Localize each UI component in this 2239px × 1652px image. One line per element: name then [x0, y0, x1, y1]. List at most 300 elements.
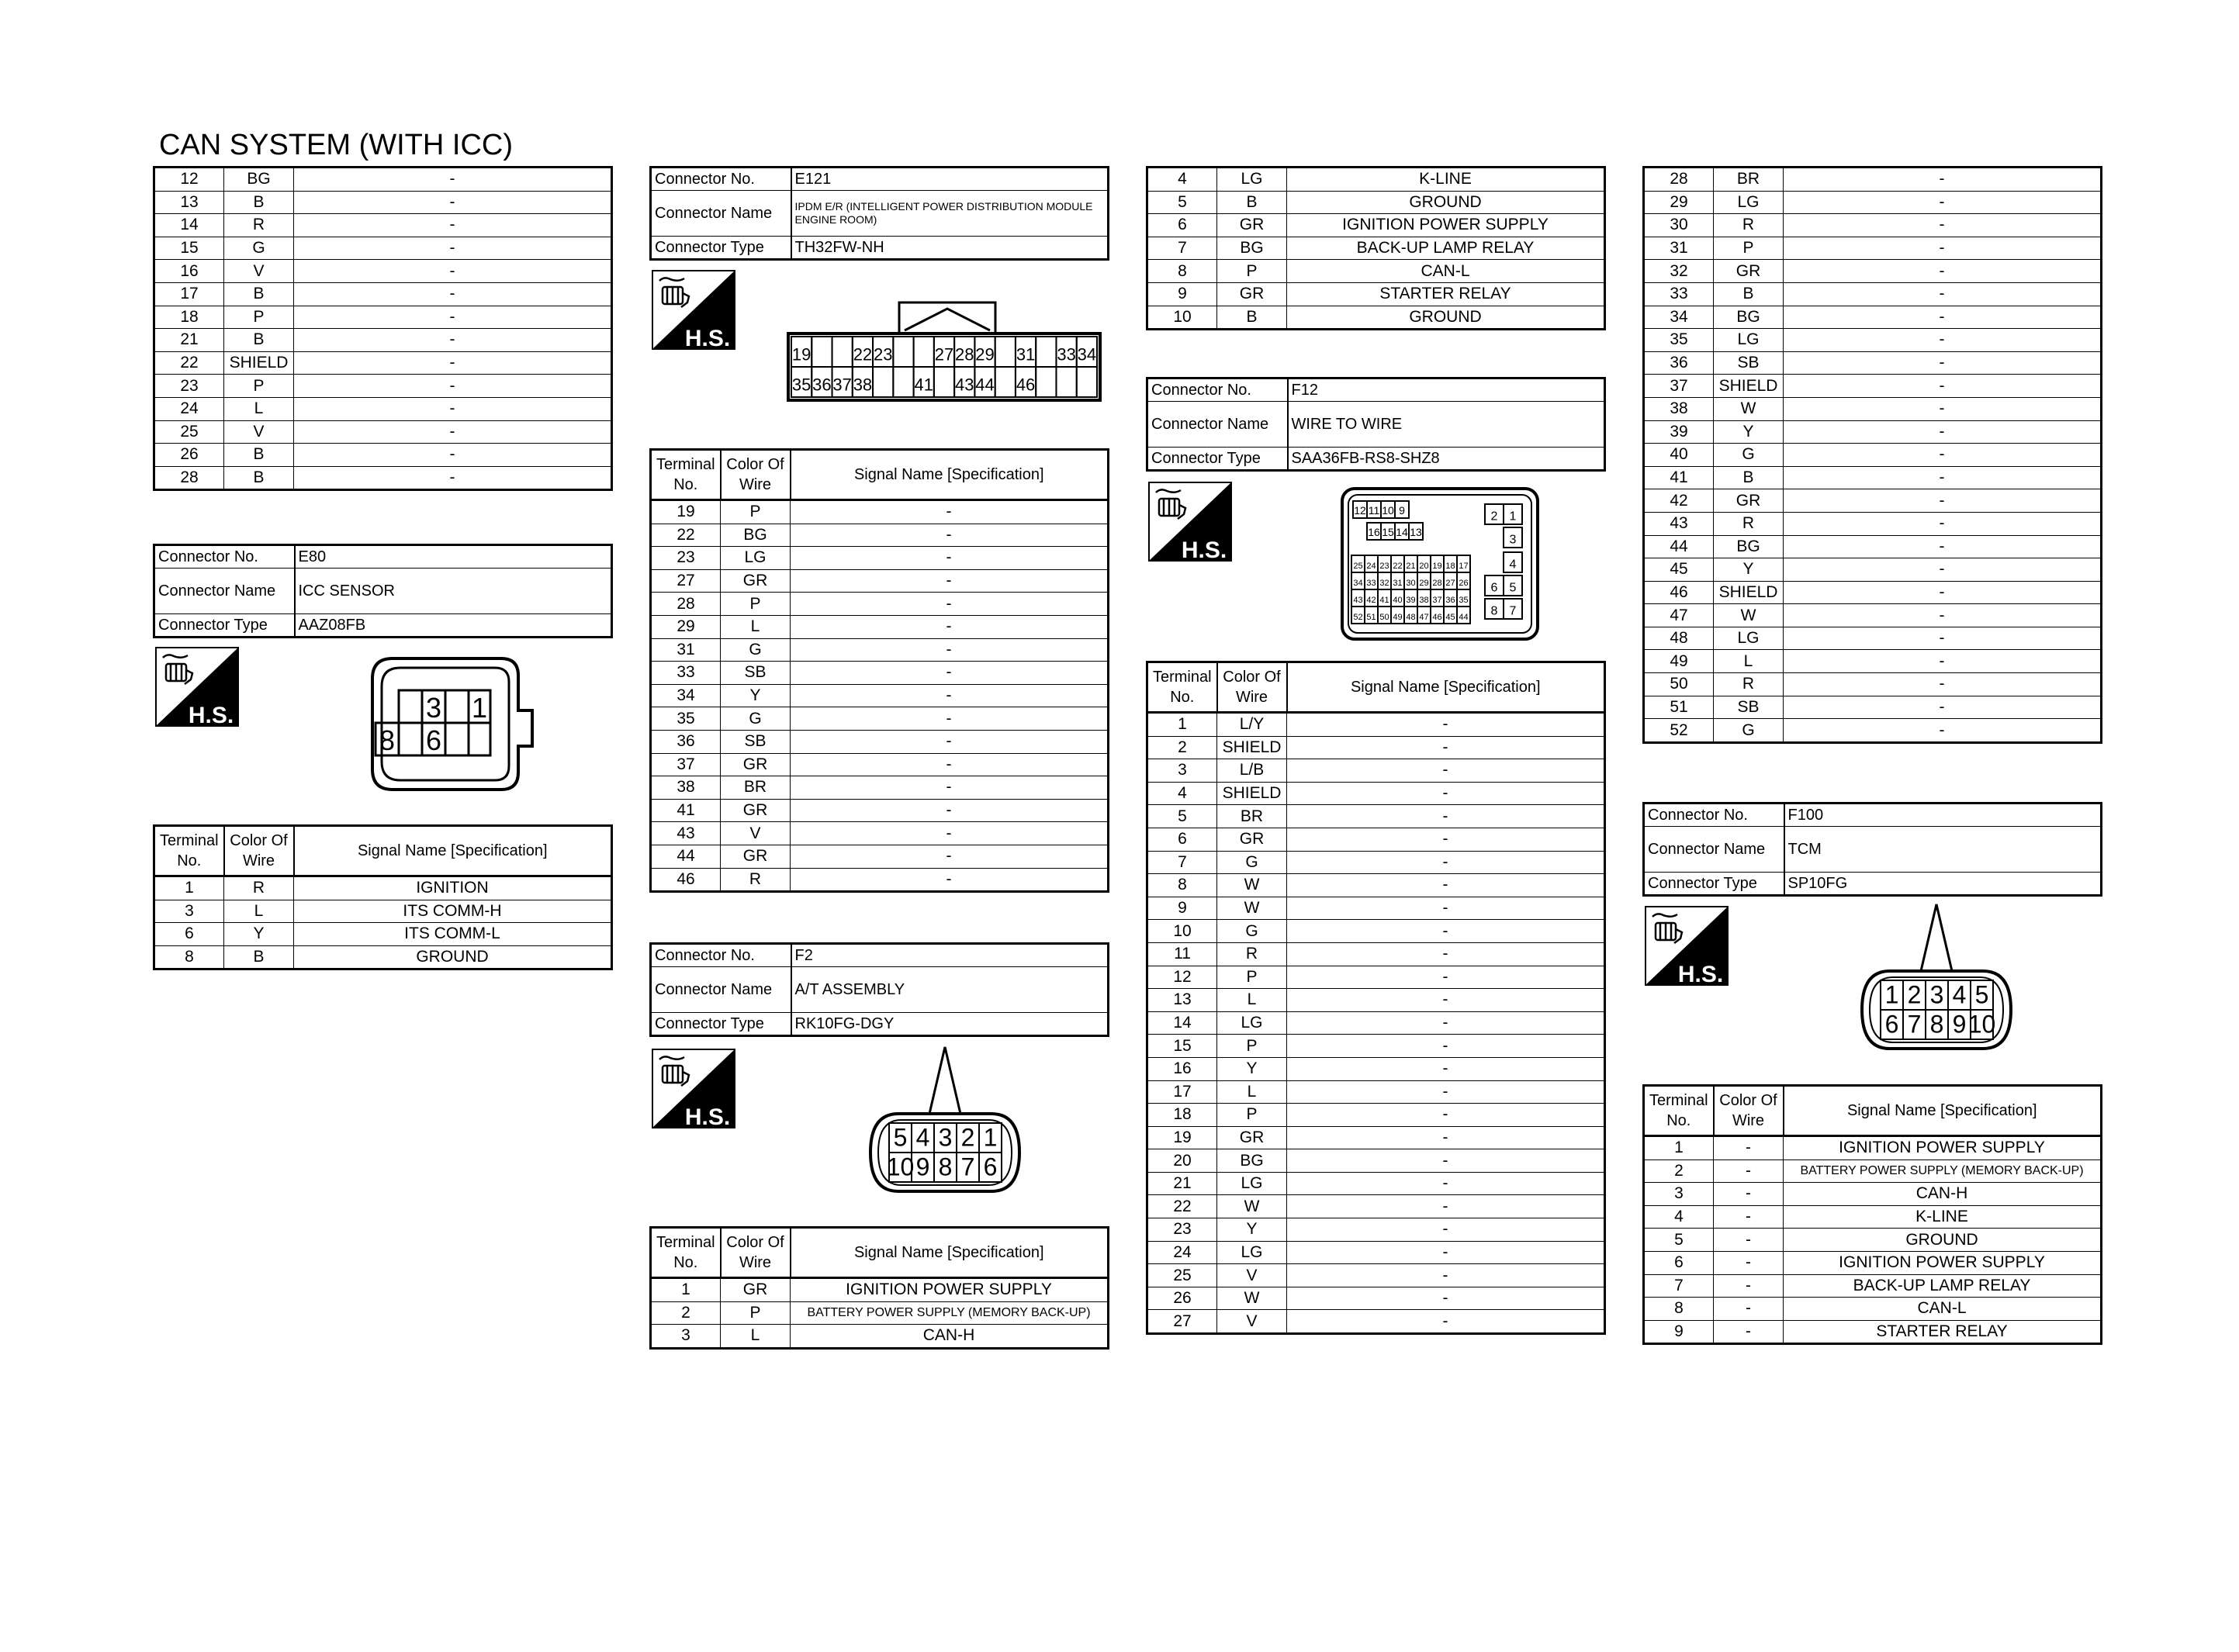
wire-color-cell: Y: [1714, 558, 1784, 582]
terminal-cell: 38: [1644, 397, 1714, 420]
terminal-cell: 8: [1147, 874, 1217, 897]
wire-color-cell: Y: [224, 923, 294, 946]
wire-color-cell: L/B: [1217, 759, 1287, 783]
pin-label: 28: [955, 344, 974, 365]
wire-color-cell: B: [224, 444, 294, 467]
pin-label: 9: [915, 1153, 930, 1181]
table-row: [1644, 719, 2102, 743]
wire-color-cell: BG: [721, 524, 791, 547]
table-row: [651, 776, 1109, 800]
wire-color-cell: B: [1217, 191, 1287, 214]
table-row: [1644, 512, 2102, 535]
table-row: [651, 845, 1109, 868]
connector-name-value: IPDM E/R (INTELLIGENT POWER DISTRIBUTION MODULE ENGINE ROOM): [791, 191, 1109, 237]
wire-color-cell: BR: [1217, 805, 1287, 828]
table-row: [154, 329, 612, 352]
wire-color-cell: L: [1217, 1080, 1287, 1104]
terminal-header: Terminal No.: [1147, 662, 1217, 713]
table-row: [651, 547, 1109, 570]
table-row: [1147, 1104, 1605, 1127]
wire-color-cell: GR: [721, 845, 791, 868]
pin-label: 33: [1057, 344, 1076, 365]
terminal-cell: 51: [1644, 696, 1714, 719]
table-row: [154, 168, 612, 192]
wire-color-cell: SHIELD: [1714, 581, 1784, 604]
wire-color-cell: BR: [721, 776, 791, 800]
pin-label: 17: [1459, 562, 1469, 572]
terminal-cell: 39: [1644, 420, 1714, 444]
table-row: [1644, 306, 2102, 329]
terminal-cell: 30: [1644, 214, 1714, 237]
terminal-cell: 11: [1147, 942, 1217, 966]
pin-label: 6: [1490, 581, 1498, 595]
terminal-cell: 3: [1644, 1183, 1714, 1206]
pin-label: 8: [1929, 1010, 1944, 1039]
signal-cell: -: [294, 191, 612, 214]
color-header: Color Of Wire: [721, 450, 791, 500]
table-row: [651, 868, 1109, 892]
connector-continuation-table: [1146, 166, 1606, 330]
terminal-cell: 10: [1147, 920, 1217, 943]
terminal-cell: 4: [1147, 168, 1217, 192]
wire-color-cell: P: [1217, 1035, 1287, 1058]
harness-side-icon: [155, 647, 239, 727]
pin-label: 10: [886, 1153, 915, 1181]
terminal-cell: 23: [154, 375, 224, 398]
wire-color-cell: G: [1217, 851, 1287, 874]
terminal-cell: 13: [154, 191, 224, 214]
table-row: [1147, 282, 1605, 306]
pin-label: 8: [938, 1153, 953, 1181]
terminal-cell: 10: [1147, 306, 1217, 330]
signal-cell: IGNITION POWER SUPPLY: [791, 1278, 1109, 1302]
table-row: [1644, 329, 2102, 352]
signal-cell: -: [1287, 713, 1605, 737]
table-row: [1644, 1274, 2102, 1298]
pin-label: 3: [1509, 533, 1517, 547]
pin-label: 1: [1509, 510, 1517, 524]
table-row: [1644, 260, 2102, 283]
connector-info-e121: [649, 166, 1109, 261]
connector-type-label: Connector Type: [1644, 873, 1784, 896]
wire-color-cell: B: [224, 945, 294, 969]
signal-cell: CAN-L: [1784, 1298, 2102, 1321]
terminal-cell: 18: [1147, 1104, 1217, 1127]
pin-label: 7: [1907, 1010, 1922, 1039]
signal-cell: -: [1287, 782, 1605, 805]
terminal-cell: 20: [1147, 1149, 1217, 1173]
table-row: [1147, 782, 1605, 805]
pin-label: 31: [1393, 579, 1403, 589]
pin-label: 6: [425, 724, 442, 756]
wire-color-cell: GR: [1714, 489, 1784, 513]
terminal-cell: 5: [1147, 805, 1217, 828]
terminal-cell: 8: [1147, 260, 1217, 283]
signal-cell: -: [294, 306, 612, 329]
signal-cell: -: [1784, 351, 2102, 375]
pin-label: 44: [975, 375, 995, 395]
pin-label: 19: [1432, 562, 1442, 572]
wire-color-cell: L: [721, 615, 791, 638]
signal-cell: -: [1784, 627, 2102, 650]
connector-face-f12: [1339, 486, 1541, 642]
table-row: [1644, 466, 2102, 489]
pin-label: 38: [853, 375, 873, 395]
signal-cell: -: [1784, 444, 2102, 467]
table-row: [1147, 1080, 1605, 1104]
color-header: Color Of Wire: [1217, 662, 1287, 713]
pin-label: 46: [1016, 375, 1036, 395]
wire-color-cell: SB: [721, 662, 791, 685]
pin-label: 22: [1393, 562, 1403, 572]
table-row: [1147, 828, 1605, 851]
wire-color-cell: LG: [1217, 1011, 1287, 1035]
signal-cell: IGNITION POWER SUPPLY: [1287, 214, 1605, 237]
terminal-cell: 7: [1147, 237, 1217, 260]
table-row: [1644, 237, 2102, 260]
wire-color-cell: B: [224, 191, 294, 214]
wire-color-cell: L: [721, 1325, 791, 1349]
signal-cell: CAN-H: [791, 1325, 1109, 1349]
wire-color-cell: BG: [1714, 535, 1784, 558]
connector-type-label: Connector Type: [651, 237, 791, 260]
wire-color-cell: R: [1714, 512, 1784, 535]
signal-cell: -: [1287, 966, 1605, 989]
terminal-cell: 1: [651, 1278, 721, 1302]
signal-cell: GROUND: [1287, 306, 1605, 330]
pin-label: 5: [893, 1123, 908, 1152]
connector-no-value: E80: [295, 545, 612, 569]
signal-cell: GROUND: [294, 945, 612, 969]
pin-label: 49: [1393, 613, 1403, 623]
table-row: [1147, 168, 1605, 192]
terminal-cell: 17: [154, 282, 224, 306]
wire-color-cell: LG: [721, 547, 791, 570]
connector-type-label: Connector Type: [1147, 448, 1288, 471]
wire-color-cell: -: [1714, 1298, 1784, 1321]
connector-type-value: SAA36FB-RS8-SHZ8: [1288, 448, 1605, 471]
terminal-cell: 4: [1147, 782, 1217, 805]
connector-continuation-table: [1642, 166, 2102, 744]
signal-cell: -: [791, 822, 1109, 845]
connector-no-label: Connector No.: [651, 168, 791, 191]
pin-label: 44: [1459, 613, 1469, 623]
table-row: [1147, 805, 1605, 828]
table-row: [1147, 966, 1605, 989]
pin-label: 43: [955, 375, 974, 395]
table-row: [1644, 214, 2102, 237]
wire-color-cell: LG: [1217, 1172, 1287, 1195]
signal-cell: -: [791, 569, 1109, 593]
connector-continuation-table: [153, 166, 613, 491]
signal-cell: -: [1287, 1195, 1605, 1218]
table-row: [1644, 1251, 2102, 1274]
pin-label: 3: [1929, 980, 1944, 1009]
pin-label: 50: [1379, 613, 1389, 623]
connector-type-value: RK10FG-DGY: [791, 1013, 1109, 1036]
wire-color-cell: V: [1217, 1264, 1287, 1287]
terminal-cell: 25: [154, 420, 224, 444]
signal-cell: -: [1784, 650, 2102, 673]
signal-cell: -: [294, 375, 612, 398]
pin-label: 6: [1884, 1010, 1899, 1039]
terminal-cell: 13: [1147, 989, 1217, 1012]
table-row: [1644, 1205, 2102, 1229]
signal-cell: ITS COMM-H: [294, 900, 612, 923]
pin-label: 1: [471, 692, 488, 724]
wire-color-cell: GR: [721, 1278, 791, 1302]
wire-color-cell: R: [721, 868, 791, 892]
table-row: [1147, 1218, 1605, 1242]
signal-header: Signal Name [Specification]: [791, 1228, 1109, 1278]
connector-name-value: WIRE TO WIRE: [1288, 402, 1605, 448]
terminal-cell: 15: [154, 237, 224, 260]
terminal-cell: 46: [651, 868, 721, 892]
terminal-cell: 31: [1644, 237, 1714, 260]
signal-cell: -: [1287, 897, 1605, 920]
pin-label: 35: [1459, 596, 1469, 606]
terminal-cell: 33: [1644, 282, 1714, 306]
table-row: [1147, 874, 1605, 897]
terminal-cell: 19: [1147, 1126, 1217, 1149]
pin-label: 41: [1379, 596, 1389, 606]
page-title: CAN SYSTEM (WITH ICC): [159, 129, 513, 161]
signal-cell: BATTERY POWER SUPPLY (MEMORY BACK-UP): [1784, 1160, 2102, 1183]
terminal-cell: 48: [1644, 627, 1714, 650]
terminal-cell: 44: [651, 845, 721, 868]
signal-cell: -: [1287, 1264, 1605, 1287]
signal-cell: -: [1784, 604, 2102, 627]
terminal-cell: 16: [154, 260, 224, 283]
terminal-cell: 5: [1644, 1229, 1714, 1252]
terminal-cell: 46: [1644, 581, 1714, 604]
terminal-cell: 28: [651, 593, 721, 616]
signal-cell: -: [791, 868, 1109, 892]
pin-label: 5: [1974, 980, 1989, 1009]
pin-label: 7: [960, 1153, 975, 1181]
signal-cell: -: [791, 547, 1109, 570]
signal-cell: CAN-L: [1287, 260, 1605, 283]
connector-type-value: AAZ08FB: [295, 614, 612, 638]
signal-cell: -: [294, 444, 612, 467]
wire-color-cell: BG: [1714, 306, 1784, 329]
signal-cell: -: [1287, 1104, 1605, 1127]
pin-label: 1: [983, 1123, 998, 1152]
wire-color-cell: W: [1217, 1287, 1287, 1310]
terminal-cell: 29: [1644, 191, 1714, 214]
wire-color-cell: G: [721, 707, 791, 731]
signal-cell: K-LINE: [1287, 168, 1605, 192]
wire-color-cell: GR: [721, 799, 791, 822]
table-row: [1147, 1264, 1605, 1287]
signal-cell: -: [1784, 168, 2102, 192]
pin-label: 20: [1419, 562, 1429, 572]
signal-cell: -: [1287, 1287, 1605, 1310]
signal-cell: ITS COMM-L: [294, 923, 612, 946]
hs-label: H.S.: [188, 703, 234, 727]
terminal-cell: 47: [1644, 604, 1714, 627]
table-row: [1147, 1149, 1605, 1173]
signal-cell: BATTERY POWER SUPPLY (MEMORY BACK-UP): [791, 1301, 1109, 1325]
terminal-cell: 22: [1147, 1195, 1217, 1218]
pin-label: 38: [1419, 596, 1429, 606]
terminal-cell: 24: [1147, 1241, 1217, 1264]
pin-label: 37: [1432, 596, 1442, 606]
wire-color-cell: LG: [1714, 191, 1784, 214]
terminal-cell: 2: [1147, 736, 1217, 759]
wire-color-cell: BR: [1714, 168, 1784, 192]
table-row: [1644, 627, 2102, 650]
wire-color-cell: G: [1714, 444, 1784, 467]
signal-cell: -: [1287, 1126, 1605, 1149]
pin-label: 4: [1952, 980, 1967, 1009]
signal-cell: -: [1287, 1057, 1605, 1080]
pin-label: 18: [1445, 562, 1455, 572]
terminal-cell: 4: [1644, 1205, 1714, 1229]
pin-label: 7: [1509, 604, 1517, 618]
pin-label: 45: [1445, 613, 1455, 623]
terminal-header: Terminal No.: [651, 450, 721, 500]
table-row: [651, 638, 1109, 662]
terminal-cell: 36: [1644, 351, 1714, 375]
table-row: [1644, 351, 2102, 375]
signal-cell: -: [1784, 191, 2102, 214]
connector-info-f2: [649, 942, 1109, 1037]
wire-color-cell: G: [224, 237, 294, 260]
wire-color-cell: P: [1217, 260, 1287, 283]
wire-color-cell: LG: [1714, 627, 1784, 650]
terminal-header: Terminal No.: [651, 1228, 721, 1278]
wire-color-cell: GR: [1217, 214, 1287, 237]
table-row: [1644, 558, 2102, 582]
terminal-cell: 41: [651, 799, 721, 822]
wire-color-cell: SB: [721, 730, 791, 753]
wire-color-cell: Y: [1217, 1218, 1287, 1242]
wire-color-cell: GR: [1217, 282, 1287, 306]
pin-label: 22: [853, 344, 873, 365]
signal-cell: -: [1287, 851, 1605, 874]
wire-color-cell: G: [721, 638, 791, 662]
wire-color-cell: B: [1217, 306, 1287, 330]
wire-color-cell: R: [1714, 214, 1784, 237]
signal-cell: -: [1784, 719, 2102, 743]
terminal-cell: 33: [651, 662, 721, 685]
wire-color-cell: GR: [721, 569, 791, 593]
connector-name-value: ICC SENSOR: [295, 569, 612, 614]
table-row: [1644, 673, 2102, 696]
table-row: [1644, 1160, 2102, 1183]
wire-color-cell: SB: [1714, 351, 1784, 375]
signal-cell: -: [1287, 1035, 1605, 1058]
signal-cell: -: [1287, 942, 1605, 966]
terminal-cell: 9: [1147, 897, 1217, 920]
signal-cell: -: [1287, 1011, 1605, 1035]
hs-label: H.S.: [684, 1104, 731, 1128]
pin-label: 43: [1353, 596, 1363, 606]
pin-label: 30: [1406, 579, 1416, 589]
wire-color-cell: V: [224, 260, 294, 283]
pin-label: 34: [1353, 579, 1363, 589]
terminal-cell: 27: [651, 569, 721, 593]
pin-label: 47: [1419, 613, 1429, 623]
terminal-cell: 23: [1147, 1218, 1217, 1242]
table-row: [651, 524, 1109, 547]
signal-cell: -: [294, 397, 612, 420]
harness-side-icon: [1645, 906, 1729, 986]
signal-cell: -: [294, 329, 612, 352]
signal-cell: -: [1287, 759, 1605, 783]
signal-cell: -: [1287, 920, 1605, 943]
connector-type-value: TH32FW-NH: [791, 237, 1109, 260]
color-header: Color Of Wire: [721, 1228, 791, 1278]
connector-no-value: F12: [1288, 378, 1605, 402]
color-header: Color Of Wire: [224, 826, 294, 876]
table-row: [651, 662, 1109, 685]
table-row: [1644, 444, 2102, 467]
table-row: [651, 822, 1109, 845]
terminal-cell: 29: [651, 615, 721, 638]
wire-color-cell: SHIELD: [1217, 736, 1287, 759]
terminal-cell: 37: [651, 753, 721, 776]
table-row: [1147, 1241, 1605, 1264]
pin-label: 51: [1366, 613, 1376, 623]
connector-name-label: Connector Name: [651, 191, 791, 237]
table-row: [154, 397, 612, 420]
connector-no-label: Connector No.: [651, 944, 791, 967]
signal-cell: -: [1784, 512, 2102, 535]
signal-cell: -: [791, 776, 1109, 800]
wire-color-cell: R: [224, 876, 294, 900]
table-row: [1644, 1320, 2102, 1344]
terminal-cell: 34: [651, 684, 721, 707]
wire-color-cell: P: [721, 500, 791, 524]
wire-color-cell: Y: [1714, 420, 1784, 444]
table-row: [1644, 282, 2102, 306]
table-row: [154, 466, 612, 490]
table-row: [651, 1325, 1109, 1349]
signal-cell: -: [1287, 736, 1605, 759]
signal-cell: -: [791, 662, 1109, 685]
connector-name-label: Connector Name: [154, 569, 295, 614]
table-row: [651, 1301, 1109, 1325]
signal-cell: -: [1784, 673, 2102, 696]
terminal-cell: 12: [1147, 966, 1217, 989]
terminal-cell: 18: [154, 306, 224, 329]
signal-cell: -: [791, 799, 1109, 822]
pin-label: 23: [873, 344, 893, 365]
connector-no-label: Connector No.: [1644, 804, 1784, 827]
signal-cell: -: [1287, 1241, 1605, 1264]
wire-color-cell: P: [224, 306, 294, 329]
pin-label: 2: [960, 1123, 975, 1152]
pin-table-f12: [1146, 661, 1606, 1335]
pin-label: 9: [1399, 504, 1405, 517]
table-row: [154, 260, 612, 283]
terminal-cell: 7: [1147, 851, 1217, 874]
terminal-cell: 6: [1644, 1251, 1714, 1274]
connector-type-value: SP10FG: [1784, 873, 2102, 896]
wire-color-cell: B: [1714, 282, 1784, 306]
terminal-cell: 24: [154, 397, 224, 420]
wire-color-cell: BG: [1217, 1149, 1287, 1173]
terminal-cell: 7: [1644, 1274, 1714, 1298]
wire-color-cell: L: [224, 900, 294, 923]
connector-name-label: Connector Name: [1147, 402, 1288, 448]
table-row: [1147, 942, 1605, 966]
wire-color-cell: P: [1714, 237, 1784, 260]
terminal-cell: 1: [1147, 713, 1217, 737]
pin-label: 42: [1366, 596, 1376, 606]
